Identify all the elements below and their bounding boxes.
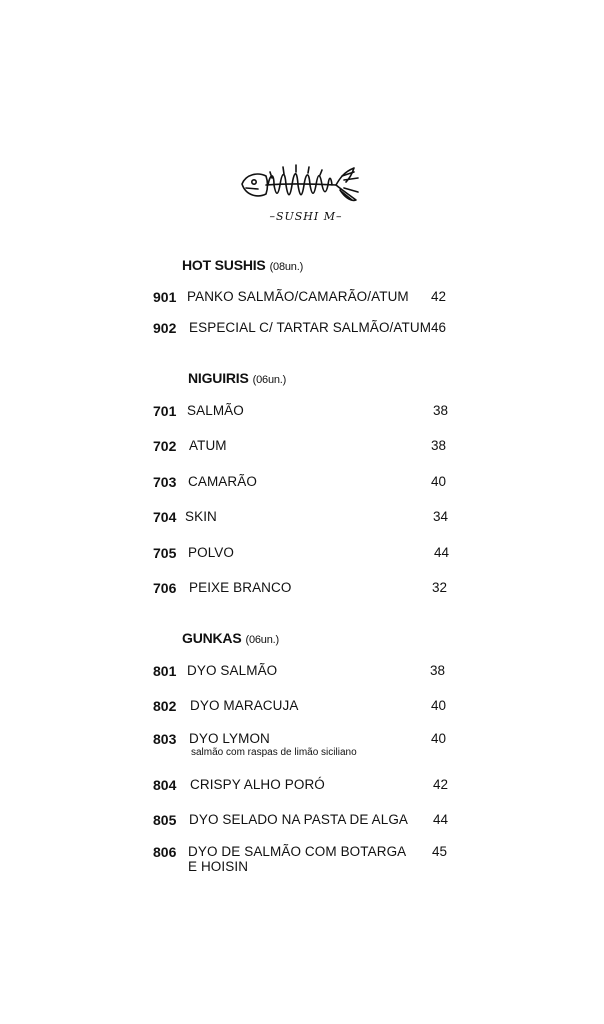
item-code: 802 <box>153 698 177 714</box>
menu-item-705 <box>153 545 453 565</box>
item-price: 38 <box>433 403 449 418</box>
item-price: 44 <box>434 545 450 560</box>
menu-item-701 <box>153 403 453 423</box>
menu-item-902 <box>153 320 453 340</box>
item-name: SKIN <box>185 509 217 524</box>
section-title: NIGUIRIS <box>188 370 249 386</box>
item-name: CRISPY ALHO PORÓ <box>190 777 325 792</box>
menu-item-706 <box>153 580 453 600</box>
item-name: PEIXE BRANCO <box>189 580 292 595</box>
menu-item-702 <box>153 438 453 458</box>
item-name: DYO DE SALMÃO COM BOTARGA <box>188 844 407 859</box>
item-price: 42 <box>431 289 447 304</box>
item-code: 804 <box>153 777 177 793</box>
logo <box>236 160 368 228</box>
item-name: DYO LYMON <box>189 731 270 746</box>
menu-item-806 <box>153 844 453 878</box>
item-code: 805 <box>153 812 177 828</box>
menu-item-804 <box>153 777 453 797</box>
section-title: GUNKAS <box>182 630 242 646</box>
menu-item-801 <box>153 663 453 683</box>
item-price: 40 <box>431 474 447 489</box>
item-price: 32 <box>432 580 448 595</box>
item-code: 705 <box>153 545 177 561</box>
item-price: 42 <box>433 777 449 792</box>
item-price: 45 <box>432 844 448 859</box>
item-name: POLVO <box>188 545 235 560</box>
item-price: 38 <box>430 663 446 678</box>
item-price: 34 <box>433 509 449 524</box>
item-name: DYO MARACUJA <box>190 698 299 713</box>
item-name: SALMÃO <box>187 403 244 418</box>
item-code: 702 <box>153 438 177 454</box>
menu-item-704 <box>153 509 453 529</box>
section-qty: (06un.) <box>245 634 279 646</box>
item-name: DYO SALMÃO <box>187 663 278 678</box>
item-code: 902 <box>153 320 177 336</box>
item-code: 706 <box>153 580 177 596</box>
item-code: 803 <box>153 731 177 747</box>
logo-text: –SUSHI M– <box>269 210 343 223</box>
section-title-gunkas <box>182 630 279 646</box>
item-price: 44 <box>433 812 449 827</box>
item-description: salmão com raspas de limão siciliano <box>191 747 357 758</box>
menu-item-703 <box>153 474 453 494</box>
section-title-hot-sushis <box>182 257 303 273</box>
menu-item-901 <box>153 289 453 309</box>
item-name: CAMARÃO <box>188 474 257 489</box>
item-code: 901 <box>153 289 177 305</box>
item-code: 806 <box>153 844 177 860</box>
menu-item-805 <box>153 812 453 832</box>
item-name: PANKO SALMÃO/CAMARÃO/ATUM <box>187 289 409 304</box>
section-title: HOT SUSHIS <box>182 257 266 273</box>
section-title-niguiris <box>188 370 286 386</box>
menu-item-802 <box>153 698 453 718</box>
item-code: 701 <box>153 403 177 419</box>
item-code: 704 <box>153 509 177 525</box>
fish-skeleton-icon <box>236 160 368 212</box>
menu-item-803 <box>153 731 453 765</box>
item-price: 46 <box>431 320 447 335</box>
item-price: 38 <box>431 438 447 453</box>
item-code: 703 <box>153 474 177 490</box>
item-name-line2: E HOISIN <box>188 859 249 874</box>
item-price: 40 <box>431 731 447 746</box>
item-name: ATUM <box>189 438 227 453</box>
item-code: 801 <box>153 663 177 679</box>
section-qty: (08un.) <box>269 261 304 273</box>
item-name: DYO SELADO NA PASTA DE ALGA <box>189 812 409 827</box>
item-name: ESPECIAL C/ TARTAR SALMÃO/ATUM <box>189 320 432 335</box>
section-qty: (06un.) <box>252 374 287 386</box>
item-price: 40 <box>431 698 447 713</box>
